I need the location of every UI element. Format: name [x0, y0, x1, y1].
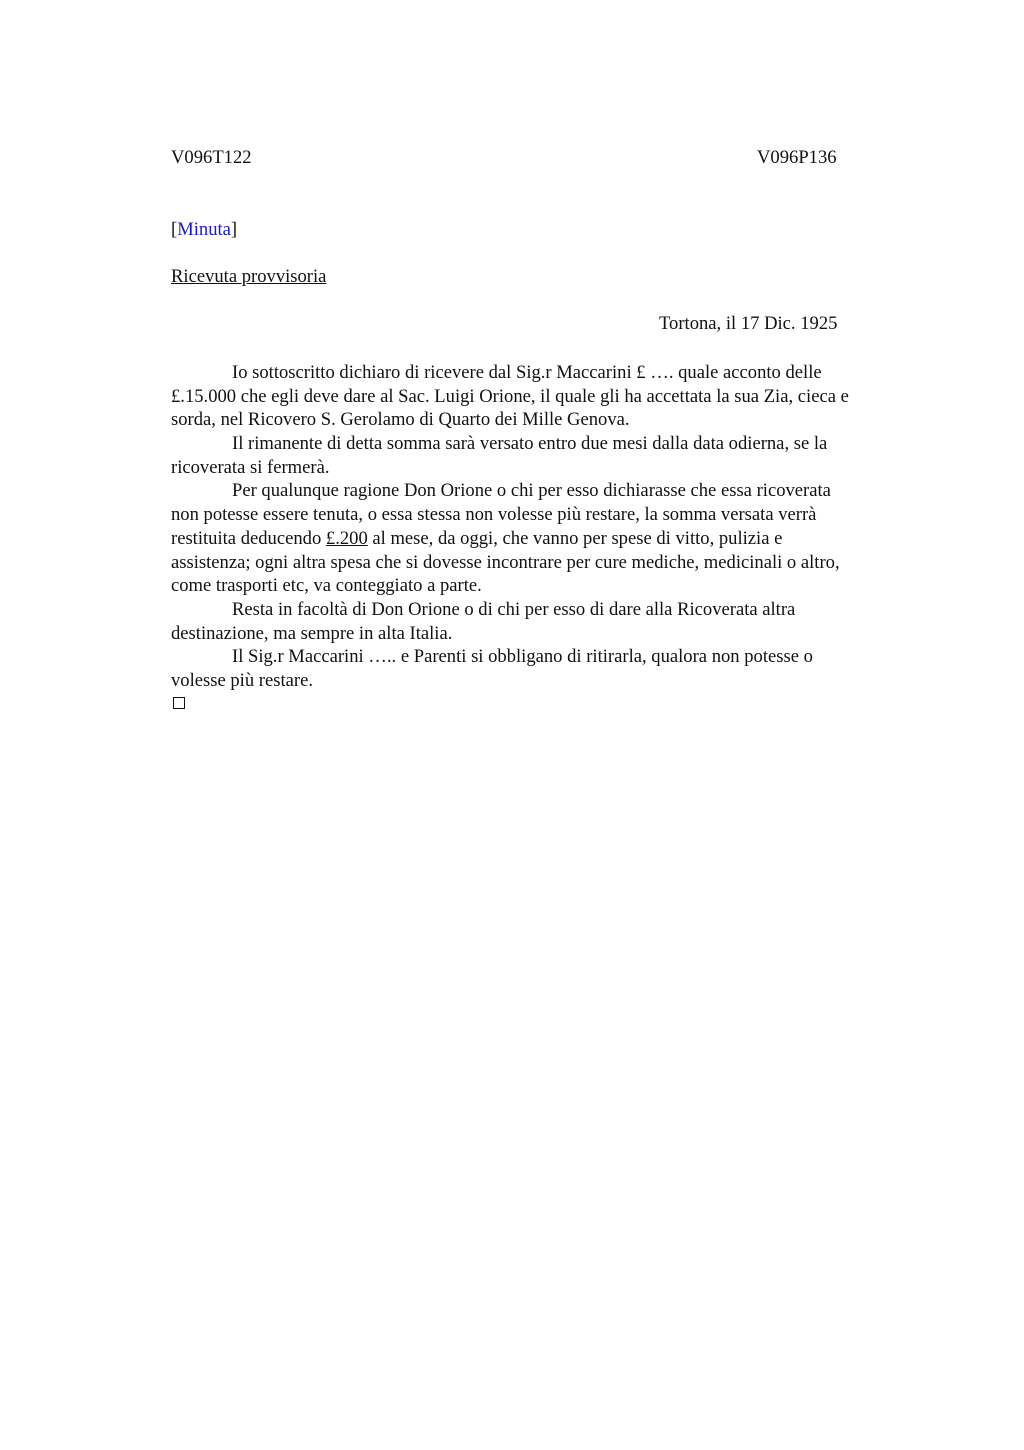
text-line: sorda, nel Ricovero S. Gerolamo di Quarto dei Mille Genova. — [171, 409, 630, 431]
text-line: volesse più restare. — [171, 669, 313, 691]
text-line: £.15.000 che egli deve dare al Sac. Luigi Orione, il quale gli ha accettata la sua Zia, cieca e — [171, 385, 849, 407]
text-line: Per qualunque ragione Don Orione o chi per esso dichiarasse che essa ricoverata — [232, 480, 831, 502]
text-line: come trasporti etc, va conteggiato a parte. — [171, 575, 482, 597]
paragraph-1 — [171, 361, 931, 432]
paragraph-5 — [171, 645, 931, 692]
minuta-link[interactable]: Minuta — [177, 219, 231, 240]
text-line: non potesse essere tenuta, o essa stessa non volesse più restare, la somma versata verrà — [171, 504, 817, 526]
paragraph-4 — [171, 598, 931, 645]
draft-note — [171, 221, 237, 240]
receipt-body — [171, 361, 931, 693]
text-line: Il rimanente di detta somma sarà versato entro due mesi dalla data odierna, se la — [232, 433, 828, 455]
text-line: Resta in facoltà di Don Orione o di chi per esso di dare alla Ricoverata altra — [232, 598, 796, 620]
empty-square-icon — [173, 697, 185, 709]
text-segment: al mese, da oggi, che vanno per spese di vitto, pulizia e — [367, 527, 783, 549]
text-line: Io sottoscritto dichiaro di ricevere dal Sig.r Maccarini £ …. quale acconto delle — [232, 362, 822, 383]
bracket-close: ] — [230, 219, 238, 240]
document-code-right: V096P136 — [757, 147, 837, 168]
text-line: destinazione, ma sempre in alta Italia. — [171, 622, 453, 644]
text-line — [171, 527, 931, 551]
place-date-line: Tortona, il 17 Dic. 1925 — [659, 313, 838, 334]
text-line: ricoverata si fermerà. — [171, 456, 330, 478]
text-line: assistenza; ogni altra spesa che si dovesse incontrare per cure mediche, medicinali o altro, — [171, 551, 840, 573]
document-title: Ricevuta provvisoria — [171, 266, 327, 287]
underlined-amount: £.200 — [325, 527, 368, 549]
paragraph-2 — [171, 432, 931, 479]
text-line: Il Sig.r Maccarini ….. e Parenti si obbligano di ritirarla, qualora non potesse o — [232, 646, 813, 668]
document-code-left: V096T122 — [171, 147, 252, 168]
text-segment: restituita deducendo — [171, 527, 326, 549]
bracket-open: [ — [171, 219, 178, 240]
paragraph-3 — [171, 479, 931, 597]
